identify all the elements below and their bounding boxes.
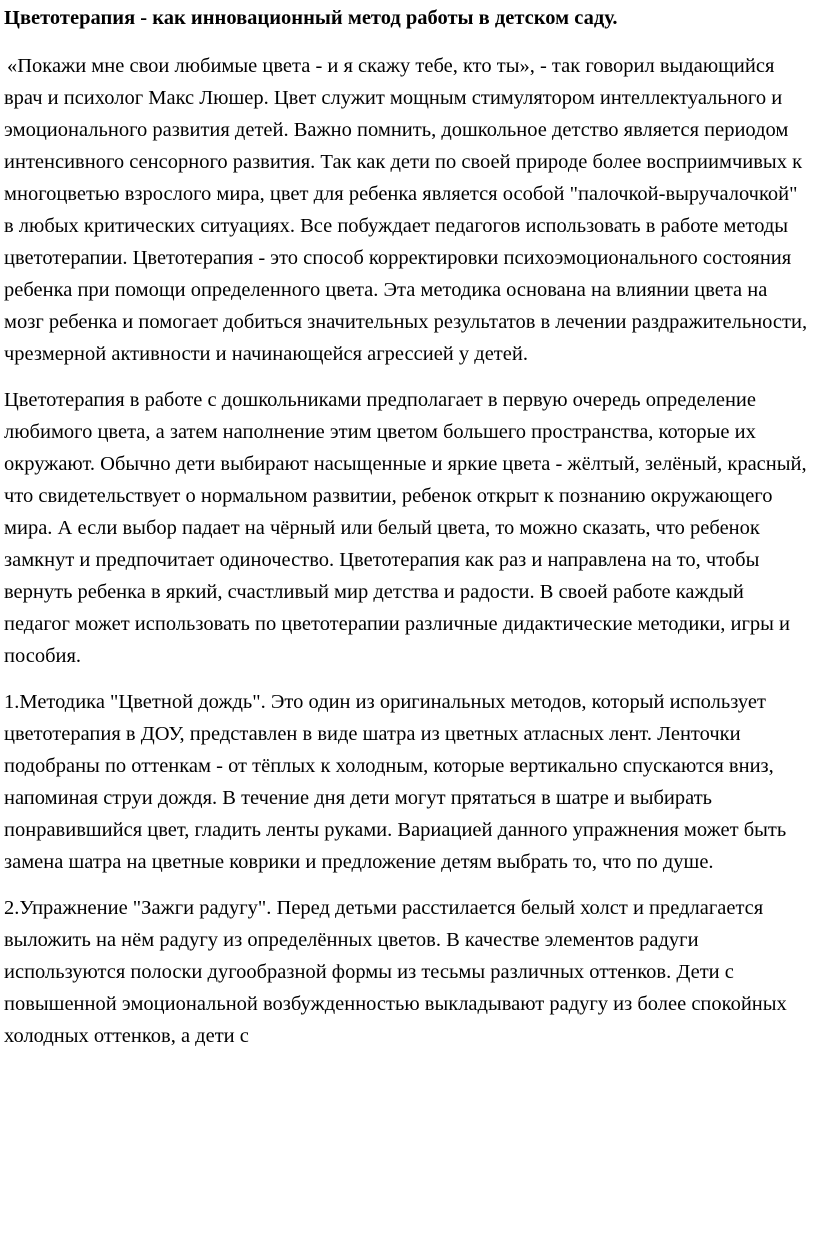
document-title: Цветотерапия - как инновационный метод работы в детском саду. (4, 7, 618, 29)
paragraph-method-color-rain: 1.Методика "Цветной дождь". Это один из оригинальных методов, который использует цветотерапия в ДОУ, представлен в виде шатра из цветных атласных лент. Ленточки подобраны по оттенкам - от тёплых к холодным, которые вертикально спускаются вниз, напоминая струи дождя. В течение дня дети могут прятаться в шатре и выбирать понравившийся цвет, гладить ленты руками. Вариацией данного упражнения может быть замена шатра на цветные коврики и предложение детям выбрать то, что по душе. (4, 691, 787, 873)
paragraph-intro: «Покажи мне свои любимые цвета - и я скажу тебе, кто ты», - так говорил выдающийся врач и психолог Макс Люшер. Цвет служит мощным стимулятором интеллектуального и эмоционального развития детей. Важно помнить, дошкольное детство является периодом интенсивного сенсорного развития. Так как дети по своей природе более восприимчивых к многоцветью взрослого мира, цвет для ребенка является особой "палочкой-выручалочкой" в любых критических ситуациях. Все побуждает педагогов использовать в работе методы цветотерапии. Цветотерапия - это способ корректировки психоэмоционального состояния ребенка при помощи определенного цвета. Эта методика основана на влиянии цвета на мозг ребенка и помогает добиться значительных результатов в лечении раздражительности, чрезмерной активности и начинающейся агрессией у детей. (4, 55, 808, 365)
paragraph-exercise-rainbow: 2.Упражнение "Зажги радугу". Перед детьми расстилается белый холст и предлагается выложить на нём радугу из определённых цветов. В качестве элементов радуги используются полоски дугообразной формы из тесьмы различных оттенков. Дети с повышенной эмоциональной возбужденностью выкладывают радугу из более спокойных холодных оттенков, а дети с (4, 897, 787, 1047)
paragraph-color-therapy: Цветотерапия в работе с дошкольниками предполагает в первую очередь определение любимого цвета, а затем наполнение этим цветом большего пространства, которые их окружают. Обычно дети выбирают насыщенные и яркие цвета - жёлтый, зелёный, красный, что свидетельствует о нормальном развитии, ребенок открыт к познанию окружающего мира. А если выбор падает на чёрный или белый цвета, то можно сказать, что ребенок замкнут и предпочитает одиночество. Цветотерапия как раз и направлена на то, чтобы вернуть ребенка в яркий, счастливый мир детства и радости. В своей работе каждый педагог может использовать по цветотерапии различные дидактические методики, игры и пособия. (4, 389, 807, 667)
